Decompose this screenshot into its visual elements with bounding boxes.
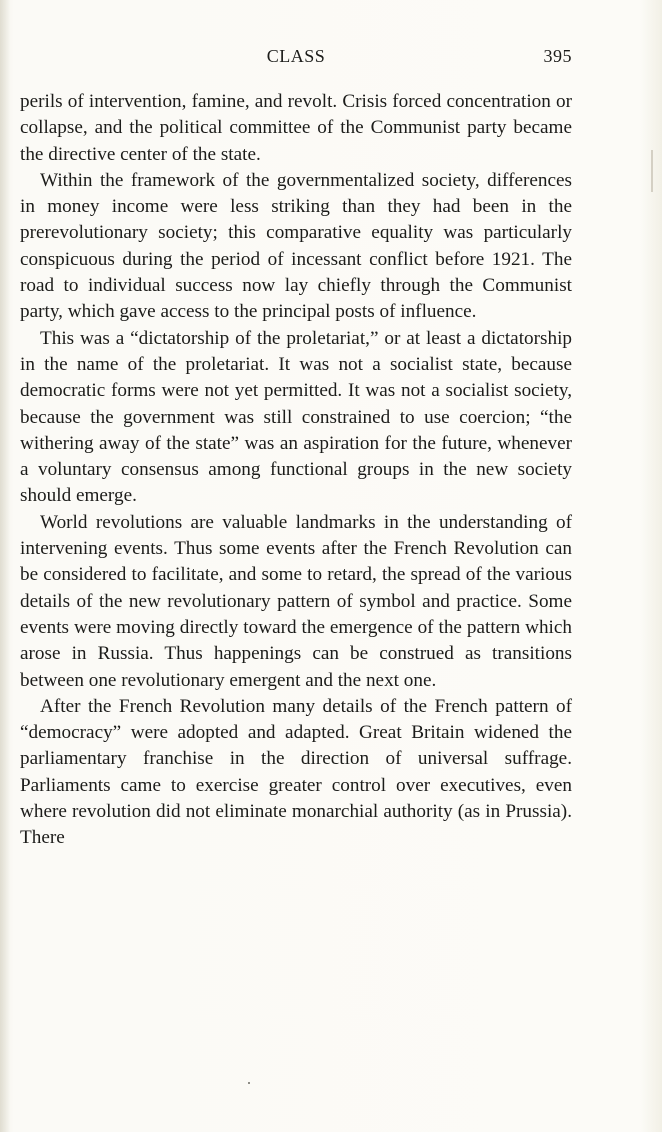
running-head	[20, 46, 572, 70]
paragraph: After the French Revolution many details of the French pattern of “democracy” were adopted and adapted. Great Britain widened the parliamentary franchise in the direction of universal suffrage. Parliaments came to exercise greater control over executives, even where revolution did not eliminate monarchial authority (as in Prussia). There	[20, 695, 572, 849]
paragraph: Within the framework of the governmentalized society, differences in money income were less striking than they had been in the prerevolutionary society; this comparative equality was particularly conspicuous during the period of incessant conflict before 1921. The road to individual success now lay chiefly through the Communist party, which gave access to the principal posts of influence.	[20, 169, 572, 323]
page-number: 395	[543, 46, 572, 66]
body-text	[20, 89, 572, 852]
scan-speck	[248, 1082, 250, 1084]
paragraph: This was a “dictatorship of the proletariat,” or at least a dictatorship in the name of the proletariat. It was not a socialist state, because democratic forms were not yet permitted. It was not a socialist society, because the government was still constrained to use coercion; “the withering away of the state” was an aspiration for the future, whenever a voluntary consensus among functional groups in the new society should emerge.	[20, 327, 572, 507]
margin-scan-mark	[651, 150, 653, 192]
paragraph: World revolutions are valuable landmarks in the understanding of intervening events. Thus some events after the French Revolution can be considered to facilitate, and some to retard, the spread of the various details of the new revolutionary pattern of symbol and practice. Some events were moving directly toward the emergence of the pattern which arose in Russia. Thus happenings can be construed as transitions between one revolutionary emergent and the next one.	[20, 511, 572, 691]
scan-shadow	[0, 0, 10, 1132]
paragraph-continued: perils of intervention, famine, and revolt. Crisis forced concentration or collapse, and the political committee of the Communist party became the directive center of the state.	[20, 91, 572, 165]
running-title: CLASS	[266, 46, 326, 66]
